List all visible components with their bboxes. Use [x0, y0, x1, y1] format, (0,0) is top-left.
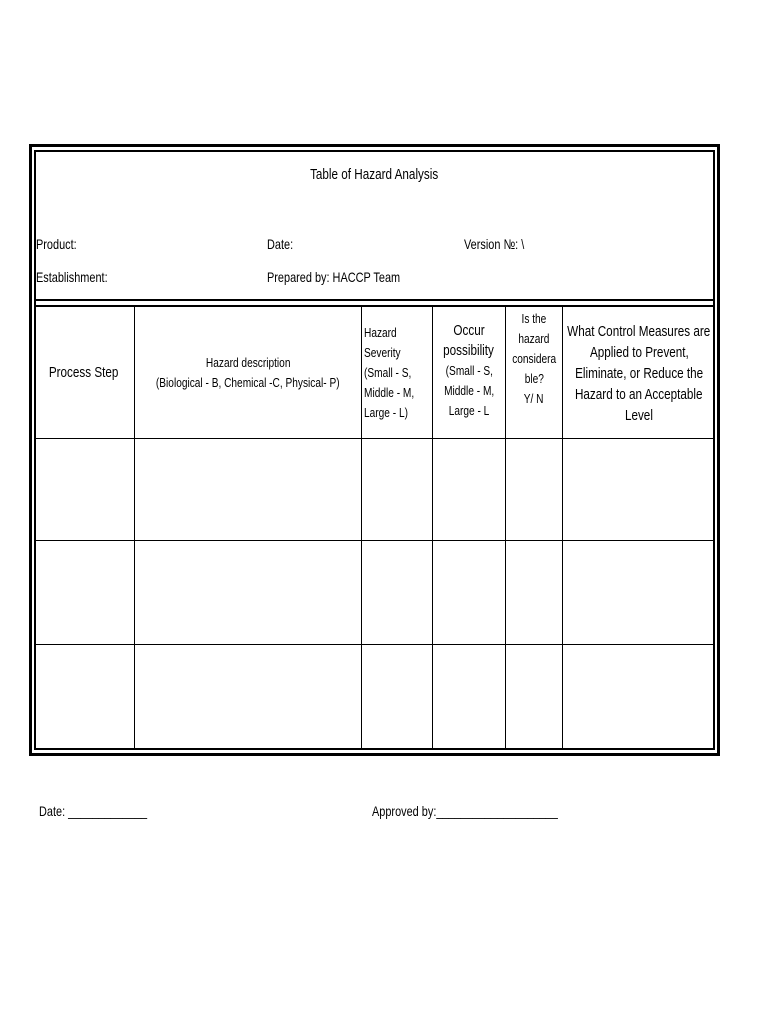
header-process-step: Process Step	[49, 364, 119, 381]
header-divider	[34, 299, 715, 301]
version-field: Version №: \	[464, 236, 525, 252]
prepared-by-field: Prepared by: HACCP Team	[267, 269, 401, 285]
header-hazard-severity: Hazard Severity (Small - S, Middle - M, Large - L)	[364, 325, 415, 420]
establishment-field: Establishment:	[36, 269, 108, 285]
header-occur-possibility: Occur possibility (Small - S, Middle - M, Large - L	[443, 322, 495, 418]
header-control-measures: What Control Measures are Applied to Prevent, Eliminate, or Reduce the Hazard to an Acceptable Level	[567, 323, 711, 424]
form-title: Table of Hazard Analysis	[310, 166, 439, 183]
footer-date-field[interactable]: Date: _____________	[39, 803, 148, 819]
footer-approved-by-field[interactable]: Approved by:____________________	[372, 803, 558, 819]
hazard-analysis-table	[34, 307, 715, 750]
date-field: Date:	[267, 236, 294, 252]
table-row[interactable]	[34, 541, 715, 644]
header-hazard-description: Hazard description (Biological - B, Chemical -C, Physical- P)	[156, 354, 340, 390]
form-header	[34, 150, 715, 300]
table-row[interactable]	[34, 439, 715, 540]
product-field: Product:	[36, 236, 77, 252]
header-is-hazard-considerable: Is the hazard considera ble? Y/ N	[512, 311, 556, 406]
table-row[interactable]	[34, 645, 715, 748]
